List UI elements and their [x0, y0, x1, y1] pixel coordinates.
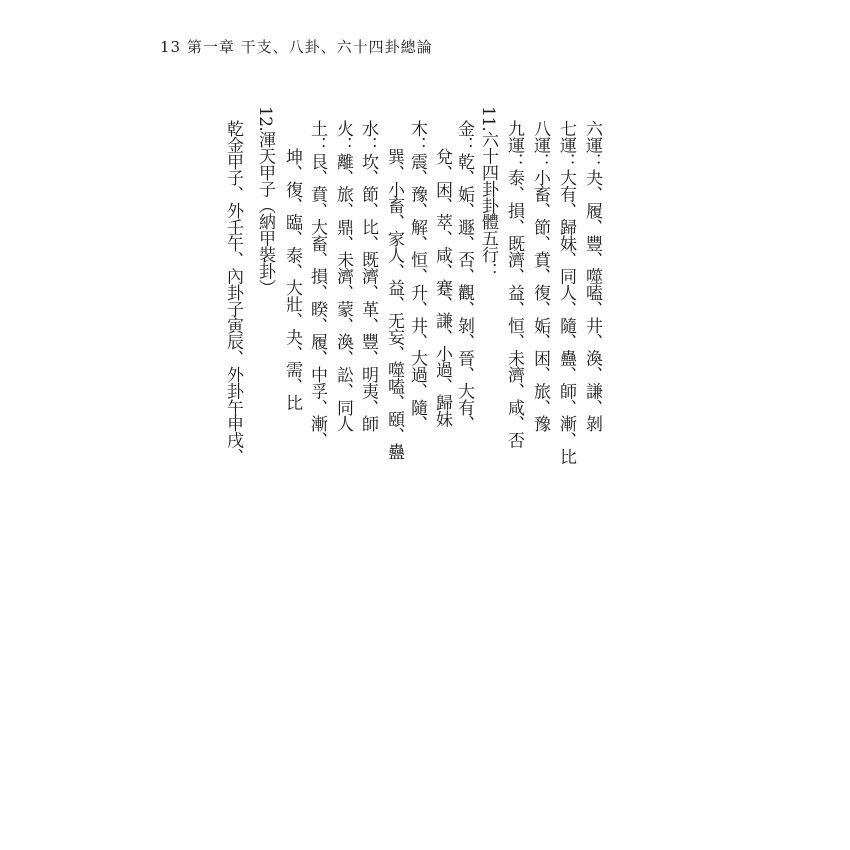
chapter-title: 第一章 干支、八卦、六十四卦總論: [186, 38, 433, 56]
text-column-fire: 火：離、旅、鼎、未濟、蒙、渙、訟、同人: [333, 120, 353, 432]
text-column-luck-8: 八運：小畜、節、賁、復、姤、困、旅、豫: [530, 120, 550, 432]
text-column-luck-6: 六運：夬、履、豐、噬嗑、井、渙、謙、剝: [582, 120, 602, 432]
text-column-luck-7: 七運：大有、歸妹、同人、隨、蠱、師、漸、比: [556, 120, 576, 465]
text-column-earth-cont: 坤、復、臨、泰、大壯、夬、需、比: [282, 148, 302, 411]
text-column-earth: 土：艮、賁、大畜、損、睽、履、中孚、漸、: [307, 120, 327, 449]
text-column-metal: 金：乾、姤、遯、否、觀、剝、晉、大有、: [454, 120, 474, 432]
page-number: 13: [160, 38, 182, 56]
text-column-wood-cont: 巽、小畜、家人、益、无妄、噬嗑、頤、蠱: [384, 148, 404, 460]
section-heading-12: 12.渾天甲子（納甲裝卦）: [255, 106, 275, 296]
section-heading-11: 11.六十四卦卦體五行：: [478, 106, 498, 279]
text-column-luck-9: 九運：泰、損、既濟、益、恒、未濟、咸、否: [504, 120, 524, 449]
text-column-qian-metal: 乾金甲子、外壬午、內卦子寅辰、外卦午申戌、: [223, 120, 243, 465]
running-header: [160, 36, 433, 57]
text-column-metal-cont: 兌、困、萃、咸、蹇、謙、小過、歸妹: [432, 148, 452, 427]
text-column-wood: 木：震、豫、解、恒、升、井、大過、隨、: [407, 120, 427, 432]
text-column-water: 水：坎、節、比、既濟、革、豐、明夷、師: [358, 120, 378, 432]
